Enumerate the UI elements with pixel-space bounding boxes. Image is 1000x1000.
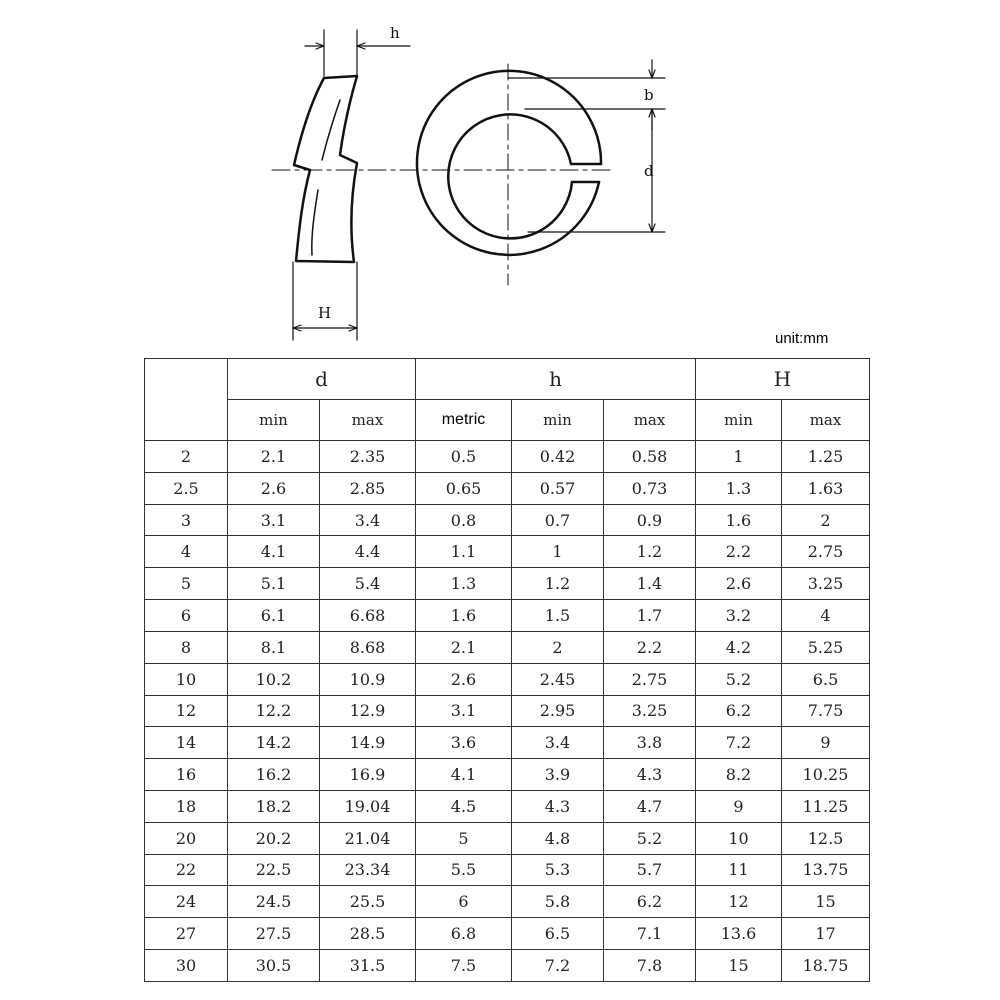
table-cell: 2.6 (696, 568, 782, 600)
subheader-h-min: min (512, 400, 604, 441)
table-cell: 10.9 (320, 663, 416, 695)
table-row (145, 727, 870, 759)
size-cell: 10 (145, 663, 228, 695)
corner-cell (145, 359, 228, 441)
table-cell: 16.9 (320, 759, 416, 791)
table-cell: 19.04 (320, 790, 416, 822)
size-cell: 14 (145, 727, 228, 759)
table-cell: 4.8 (512, 822, 604, 854)
table-cell: 22.5 (228, 854, 320, 886)
table-cell: 0.57 (512, 472, 604, 504)
size-cell: 27 (145, 918, 228, 950)
table-cell: 3.25 (604, 695, 696, 727)
table-cell: 31.5 (320, 950, 416, 982)
size-cell: 4 (145, 536, 228, 568)
table-cell: 4.3 (604, 759, 696, 791)
table-cell: 3.6 (416, 727, 512, 759)
table-cell: 10 (696, 822, 782, 854)
table-cell: 4.7 (604, 790, 696, 822)
table-cell: 6.68 (320, 600, 416, 632)
spring-washer-drawing (0, 0, 1000, 350)
table-cell: 2.95 (512, 695, 604, 727)
table-cell: 20.2 (228, 822, 320, 854)
table-cell: 15 (782, 886, 870, 918)
table-cell: 6.2 (696, 695, 782, 727)
table-cell: 6 (416, 886, 512, 918)
table-cell: 6.5 (782, 663, 870, 695)
table-row (145, 695, 870, 727)
dim-b-label: b (644, 86, 654, 104)
table-cell: 3.4 (512, 727, 604, 759)
table-cell: 13.75 (782, 854, 870, 886)
table-row (145, 504, 870, 536)
table-cell: 1.6 (696, 504, 782, 536)
table-cell: 2.2 (696, 536, 782, 568)
table-cell: 4.5 (416, 790, 512, 822)
table-body (145, 441, 870, 982)
table-cell: 7.1 (604, 918, 696, 950)
table-cell: 28.5 (320, 918, 416, 950)
table-cell: 1 (512, 536, 604, 568)
table-cell: 7.75 (782, 695, 870, 727)
table-cell: 7.2 (696, 727, 782, 759)
table-cell: 5.2 (604, 822, 696, 854)
table-cell: 0.73 (604, 472, 696, 504)
table-row (145, 472, 870, 504)
table-row (145, 600, 870, 632)
table-cell: 8.1 (228, 631, 320, 663)
table-cell: 4.4 (320, 536, 416, 568)
table-row (145, 441, 870, 473)
table-cell: 8.2 (696, 759, 782, 791)
table-cell: 25.5 (320, 886, 416, 918)
table-cell: 3.25 (782, 568, 870, 600)
table-cell: 4.1 (416, 759, 512, 791)
table-row (145, 886, 870, 918)
size-cell: 24 (145, 886, 228, 918)
table-cell: 13.6 (696, 918, 782, 950)
table-row (145, 759, 870, 791)
table-cell: 4.2 (696, 631, 782, 663)
table-row (145, 663, 870, 695)
table-cell: 1.2 (604, 536, 696, 568)
table-cell: 0.65 (416, 472, 512, 504)
table-cell: 1.63 (782, 472, 870, 504)
washer-front-view (417, 71, 601, 255)
table-cell: 2.75 (782, 536, 870, 568)
unit-label: unit:mm (775, 330, 829, 347)
table-cell: 7.8 (604, 950, 696, 982)
table-cell: 0.42 (512, 441, 604, 473)
group-H: H (696, 359, 870, 400)
spec-table (144, 358, 870, 982)
table-cell: 5.2 (696, 663, 782, 695)
table-cell: 18.2 (228, 790, 320, 822)
table-row (145, 631, 870, 663)
table-cell: 2.1 (416, 631, 512, 663)
table-cell: 1.4 (604, 568, 696, 600)
table-cell: 4.3 (512, 790, 604, 822)
table-cell: 11 (696, 854, 782, 886)
table-cell: 1 (696, 441, 782, 473)
table-cell: 23.34 (320, 854, 416, 886)
table-cell: 10.25 (782, 759, 870, 791)
table-cell: 0.8 (416, 504, 512, 536)
table-cell: 9 (696, 790, 782, 822)
table-row (145, 918, 870, 950)
dim-H-label: H (318, 304, 332, 322)
table-cell: 10.2 (228, 663, 320, 695)
table-cell: 2.6 (416, 663, 512, 695)
group-d: d (228, 359, 416, 400)
table-cell: 2.35 (320, 441, 416, 473)
table-cell: 3.9 (512, 759, 604, 791)
dim-h-label: h (390, 24, 400, 42)
subheader-h-metric: metric (416, 400, 512, 441)
size-cell: 3 (145, 504, 228, 536)
table-cell: 5.7 (604, 854, 696, 886)
table-cell: 5.5 (416, 854, 512, 886)
table-cell: 2.45 (512, 663, 604, 695)
table-cell: 1.6 (416, 600, 512, 632)
size-cell: 20 (145, 822, 228, 854)
table-row (145, 790, 870, 822)
group-header-row (145, 359, 870, 400)
table-cell: 1.5 (512, 600, 604, 632)
table-row (145, 950, 870, 982)
table-cell: 1.2 (512, 568, 604, 600)
subheader-H-max: max (782, 400, 870, 441)
table-cell: 1.7 (604, 600, 696, 632)
table-cell: 0.9 (604, 504, 696, 536)
table-cell: 0.7 (512, 504, 604, 536)
washer-side-view (294, 76, 357, 262)
table-cell: 3.8 (604, 727, 696, 759)
table-cell: 5 (416, 822, 512, 854)
table-cell: 12.2 (228, 695, 320, 727)
table-cell: 30.5 (228, 950, 320, 982)
subheader-h-max: max (604, 400, 696, 441)
table-cell: 2 (512, 631, 604, 663)
table-cell: 2.2 (604, 631, 696, 663)
size-cell: 2 (145, 441, 228, 473)
table-cell: 5.1 (228, 568, 320, 600)
table-cell: 6.8 (416, 918, 512, 950)
table-cell: 6.1 (228, 600, 320, 632)
size-cell: 30 (145, 950, 228, 982)
table-cell: 5.4 (320, 568, 416, 600)
size-cell: 18 (145, 790, 228, 822)
size-cell: 6 (145, 600, 228, 632)
table-cell: 15 (696, 950, 782, 982)
subheader-d-max: max (320, 400, 416, 441)
table-cell: 12.5 (782, 822, 870, 854)
table-cell: 4 (782, 600, 870, 632)
table-cell: 16.2 (228, 759, 320, 791)
table-cell: 2.75 (604, 663, 696, 695)
subheader-row (145, 400, 870, 441)
table-cell: 6.5 (512, 918, 604, 950)
size-cell: 2.5 (145, 472, 228, 504)
table-cell: 1.3 (696, 472, 782, 504)
table-cell: 4.1 (228, 536, 320, 568)
table-row (145, 568, 870, 600)
table-cell: 24.5 (228, 886, 320, 918)
table-cell: 1.25 (782, 441, 870, 473)
table-cell: 0.5 (416, 441, 512, 473)
table-row (145, 854, 870, 886)
table-cell: 7.2 (512, 950, 604, 982)
table-cell: 12 (696, 886, 782, 918)
table-row (145, 822, 870, 854)
table-cell: 2.6 (228, 472, 320, 504)
table-cell: 7.5 (416, 950, 512, 982)
table-row (145, 536, 870, 568)
table-cell: 14.2 (228, 727, 320, 759)
table-cell: 8.68 (320, 631, 416, 663)
table-cell: 21.04 (320, 822, 416, 854)
dim-H (293, 262, 357, 340)
table-cell: 5.25 (782, 631, 870, 663)
table-cell: 5.3 (512, 854, 604, 886)
table-cell: 27.5 (228, 918, 320, 950)
table-cell: 3.1 (416, 695, 512, 727)
table-cell: 3.2 (696, 600, 782, 632)
table-cell: 3.1 (228, 504, 320, 536)
table-cell: 2 (782, 504, 870, 536)
table-cell: 2.1 (228, 441, 320, 473)
table-cell: 18.75 (782, 950, 870, 982)
table-cell: 1.3 (416, 568, 512, 600)
dim-d-label: d (644, 162, 654, 180)
dim-b-d (508, 60, 665, 232)
table-cell: 11.25 (782, 790, 870, 822)
table-cell: 14.9 (320, 727, 416, 759)
table-cell: 6.2 (604, 886, 696, 918)
subheader-H-min: min (696, 400, 782, 441)
table-cell: 3.4 (320, 504, 416, 536)
table-cell: 9 (782, 727, 870, 759)
size-cell: 8 (145, 631, 228, 663)
size-cell: 16 (145, 759, 228, 791)
size-cell: 22 (145, 854, 228, 886)
table-cell: 2.85 (320, 472, 416, 504)
table-cell: 1.1 (416, 536, 512, 568)
size-cell: 12 (145, 695, 228, 727)
subheader-d-min: min (228, 400, 320, 441)
table-cell: 5.8 (512, 886, 604, 918)
group-h: h (416, 359, 696, 400)
size-cell: 5 (145, 568, 228, 600)
table-cell: 12.9 (320, 695, 416, 727)
table-cell: 0.58 (604, 441, 696, 473)
table-cell: 17 (782, 918, 870, 950)
